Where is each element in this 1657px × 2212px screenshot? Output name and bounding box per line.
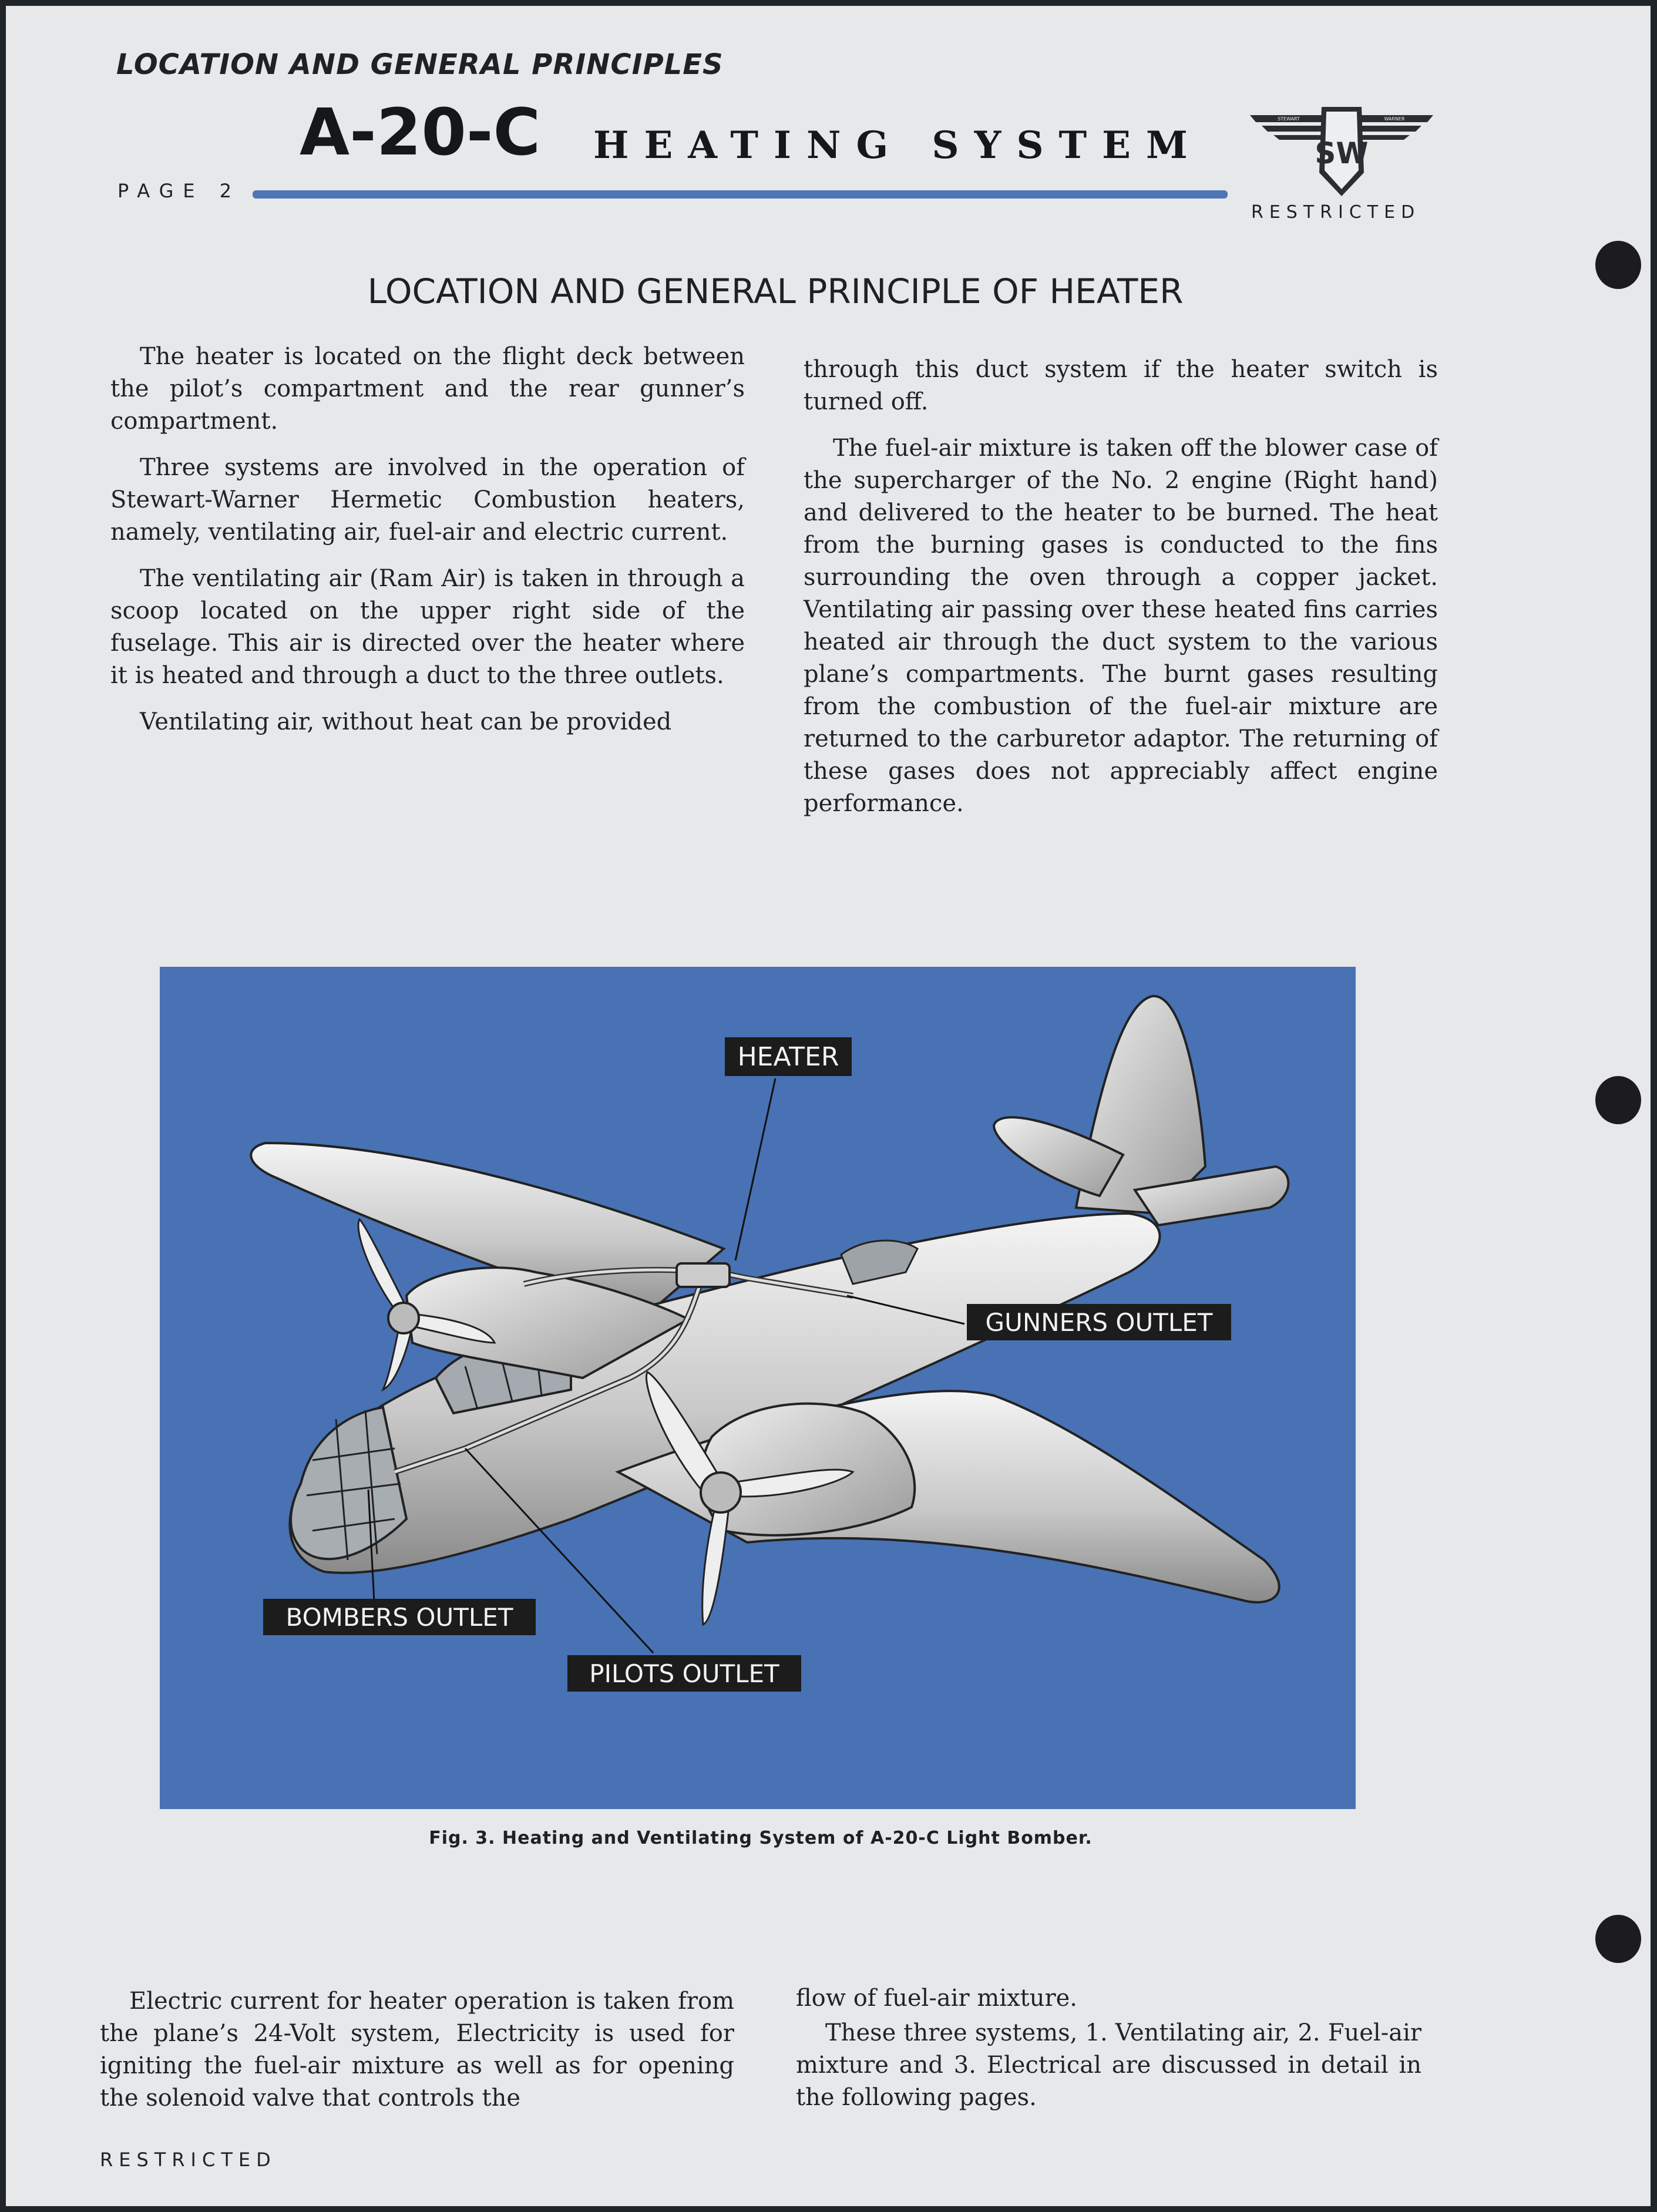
paragraph: Electric current for heater operation is taken from the plane’s 24-Volt system, Electricity is used for igniting the fuel-air mixture as well as for opening the solenoid valve that controls the: [100, 1988, 734, 2112]
aircraft-figure: [160, 967, 1356, 1809]
stewart-warner-logo: [1250, 102, 1433, 201]
classification-top: RESTRICTED: [1251, 202, 1421, 223]
svg-text:SW: SW: [1315, 136, 1369, 170]
heater-label: HEATER: [737, 1042, 839, 1072]
paragraph: Three systems are involved in the operation of Stewart-Warner Hermetic Combustion heaters, namely, ventilating air, fuel-air and electric current.: [110, 454, 745, 546]
paragraph: The fuel-air mixture is taken off the blower case of the supercharger of the No. 2 engine (Right hand) and delivered to the heater to be burned. The heat from the burning gases is conducted to the fins surrounding the oven through a copper jacket. Ventilating air passing over these heated fins carries heated air through the duct system to the various plane’s compartments. The burnt gases resulting from the combustion of the fuel-air mixture are returned to the carburetor adaptor. The returning of these gases does not appreciably affect engine performance.: [804, 435, 1438, 817]
section-heading: LOCATION AND GENERAL PRINCIPLES: [116, 48, 724, 81]
header-rule: [253, 190, 1228, 199]
bottom-left-column: [100, 1985, 734, 2129]
document-page: [6, 6, 1651, 2206]
svg-text:WARNER: WARNER: [1384, 116, 1405, 122]
gunners-outlet-label: GUNNERS OUTLET: [985, 1308, 1213, 1337]
left-column: [110, 341, 745, 752]
paragraph: flow of fuel-air mixture.: [796, 1985, 1077, 2012]
paragraph: through this duct system if the heater switch is turned off.: [804, 356, 1438, 415]
binder-hole-bottom: [1595, 1915, 1641, 1963]
paragraph: These three systems, 1. Ventilating air, 2. Fuel-air mixture and 3. Electrical are discussed in detail in the following pages.: [796, 2019, 1421, 2111]
binder-hole-top: [1595, 241, 1641, 289]
aircraft-illustration: [160, 967, 1356, 1809]
main-heading: LOCATION AND GENERAL PRINCIPLE OF HEATER: [367, 271, 1184, 311]
right-column: [804, 354, 1438, 834]
page-number: PAGE 2: [117, 180, 241, 202]
bombers-outlet-label: BOMBERS OUTLET: [285, 1603, 513, 1632]
pilots-outlet-label: PILOTS OUTLET: [589, 1659, 779, 1688]
model-title: A-20-C: [300, 95, 541, 170]
figure-caption: Fig. 3. Heating and Ventilating System of A-20-C Light Bomber.: [429, 1828, 1093, 1848]
system-title: HEATING SYSTEM: [593, 123, 1203, 167]
bottom-right-column: [796, 1982, 1421, 2128]
paragraph: Ventilating air, without heat can be provided: [140, 708, 672, 735]
binder-hole-middle: [1595, 1076, 1641, 1124]
classification-bottom: RESTRICTED: [100, 2149, 277, 2171]
paragraph: The heater is located on the flight deck between the pilot’s compartment and the rear gunner’s compartment.: [110, 343, 745, 435]
svg-text:STEWART: STEWART: [1278, 116, 1300, 122]
paragraph: The ventilating air (Ram Air) is taken in through a scoop located on the upper right side of the fuselage. This air is directed over the heater where it is heated and through a duct to the three outlets.: [110, 565, 745, 689]
